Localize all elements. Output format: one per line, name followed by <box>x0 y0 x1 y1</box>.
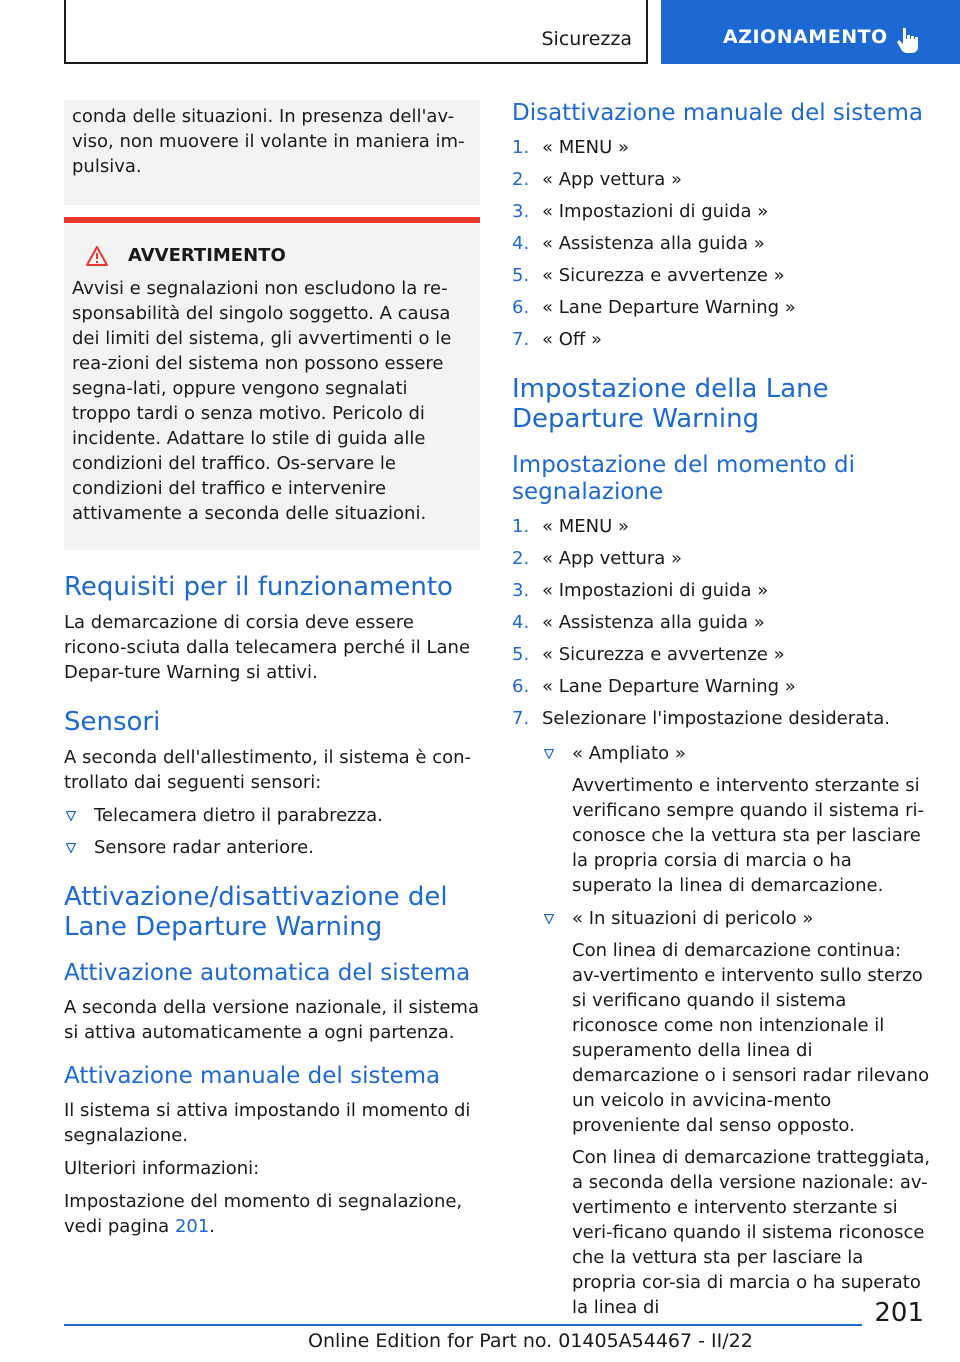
option-item-pericolo <box>542 906 932 1320</box>
heading-momento-segnalazione: Impostazione del momento di segnalazione <box>512 452 855 505</box>
warning-title: AVVERTIMENTO <box>128 245 286 266</box>
list-item: 2. « App vettura » <box>512 548 683 569</box>
page-number: 201 <box>874 1298 924 1328</box>
sensori-list <box>64 803 480 860</box>
header-chapter-tab <box>661 0 960 64</box>
impostazione-steps <box>512 514 932 1320</box>
header-section-box <box>64 0 648 64</box>
left-column <box>64 100 480 1247</box>
list-item: Telecamera dietro il parabrezza. <box>64 803 480 828</box>
right-column <box>512 100 932 1328</box>
bullet-triangle-icon <box>66 843 76 853</box>
warning-triangle-icon <box>86 246 108 266</box>
heading-impostazione: Impostazione della Lane Departure Warning <box>512 374 829 434</box>
list-item: Sensore radar anteriore. <box>64 835 480 860</box>
heading-attivazione: Attivazione/disattivazione del Lane Departure Warning <box>64 882 448 942</box>
header-chapter-title: AZIONAMENTO <box>723 26 888 48</box>
footer-divider <box>64 1324 862 1326</box>
footer-edition: Online Edition for Part no. 01405A54467 - II/22 <box>308 1330 753 1352</box>
warning-text: Avvisi e segnalazioni non escludono la re-sponsabilità del singolo soggetto. A causa dei limiti del sistema, gli avvertimenti o le rea-zioni del sistema non possono essere segna-lati, oppure vengono segnalati troppo tardi o senza motivo. Pericolo di incidente. Adattare lo stile di guida alle condizioni del traffico. Os-servare le condizioni del traffico e intervenire attivamente a seconda delle situazioni. <box>72 278 452 524</box>
option-list <box>542 741 932 1320</box>
list-item: 4. « Assistenza alla guida » <box>512 233 765 254</box>
list-item: 2. « App vettura » <box>512 169 683 190</box>
heading-requisiti: Requisiti per il funzionamento <box>64 572 453 602</box>
list-item: 7. Selezionare l'impostazione desiderata. « Ampliato » Avvertimento e intervento sterzante si verificano sempre quando il sistema ri-conosce che la vettura sta per lasciare la propria corsia di marcia o ha superato la linea di demarcazione. « In situazioni di pericolo » Con linea di demarcazione continua: av-vertimento e intervento sullo sterzo si verificano quando il sistema riconosce come non intenzionale il superamento della linea di demarcazione o i sensori radar rilevano un veicolo in avvicina-mento proveniente dal senso opposto. Con linea di demarcazione tratteggiata, a seconda della versione nazionale: av-vertimento e intervento sterzante si veri-ficano quando il sistema riconosce che la vettura sta per lasciare la propria cor-sia di marcia o ha superato la linea di <box>512 708 931 1318</box>
requisiti-text: La demarcazione di corsia deve essere ricono-sciuta dalla telecamera perché il Lane Depar-ture Warning si attivi. <box>64 612 471 683</box>
disattivazione-steps <box>512 135 932 352</box>
cross-reference: Impostazione del momento di segnalazione, vedi pagina 201. <box>64 1191 463 1237</box>
list-item: 3. « Impostazioni di guida » <box>512 580 769 601</box>
bullet-triangle-icon <box>544 914 554 924</box>
list-item: 3. « Impostazioni di guida » <box>512 201 769 222</box>
sensori-text: A seconda dell'allestimento, il sistema è con-trollato dai seguenti sensori: <box>64 747 472 793</box>
list-item: 6. « Lane Departure Warning » <box>512 297 796 318</box>
list-item: 6. « Lane Departure Warning » <box>512 676 796 697</box>
warning-box <box>64 217 480 550</box>
list-item: 1. « MENU » <box>512 137 630 158</box>
option-description: Avvertimento e intervento sterzante si verificano sempre quando il sistema ri-conosce che la vettura sta per lasciare la propria corsia di marcia o ha superato la linea di demarcazione. <box>572 775 924 896</box>
header-section-title: Sicurezza <box>541 28 632 50</box>
option-label: « In situazioni di pericolo » <box>572 908 814 929</box>
list-item: 4. « Assistenza alla guida » <box>512 612 765 633</box>
option-item-ampliato <box>542 741 932 898</box>
more-info-label: Ulteriori informazioni: <box>64 1158 260 1179</box>
continued-note-box <box>64 100 480 205</box>
option-description: Con linea di demarcazione tratteggiata, a seconda della versione nazionale: av-vertimento e intervento sterzante si veri-ficano quando il sistema riconosce che la vettura sta per lasciare la propria cor-sia di marcia o ha superato la linea di <box>572 1147 931 1318</box>
heading-attivazione-manuale: Attivazione manuale del sistema <box>64 1063 441 1089</box>
list-item: 7. « Off » <box>512 329 603 350</box>
attivazione-automatica-text: A seconda della versione nazionale, il sistema si attiva automaticamente a ogni partenza. <box>64 997 479 1043</box>
page-reference-link[interactable]: 201 <box>174 1216 210 1237</box>
list-item: 5. « Sicurezza e avvertenze » <box>512 644 785 665</box>
bullet-triangle-icon <box>66 811 76 821</box>
hand-pointer-icon <box>897 26 921 54</box>
continued-text: conda delle situazioni. In presenza dell'av-viso, non muovere il volante in maniera im-pulsiva. <box>72 106 465 177</box>
warning-header <box>72 243 472 268</box>
option-description: Con linea di demarcazione continua: av-vertimento e intervento sullo sterzo si verificano quando il sistema riconosce come non intenzionale il superamento della linea di demarcazione o i sensori radar rilevano un veicolo in avvicina-mento proveniente dal senso opposto. <box>572 940 930 1136</box>
attivazione-manuale-text: Il sistema si attiva impostando il momento di segnalazione. <box>64 1100 471 1146</box>
bullet-triangle-icon <box>544 749 554 759</box>
list-item: 1. « MENU » <box>512 516 630 537</box>
list-item: 5. « Sicurezza e avvertenze » <box>512 265 785 286</box>
option-label: « Ampliato » <box>572 743 686 764</box>
heading-sensori: Sensori <box>64 707 161 737</box>
heading-attivazione-automatica: Attivazione automatica del sistema <box>64 960 471 986</box>
heading-disattivazione: Disattivazione manuale del sistema <box>512 100 923 126</box>
